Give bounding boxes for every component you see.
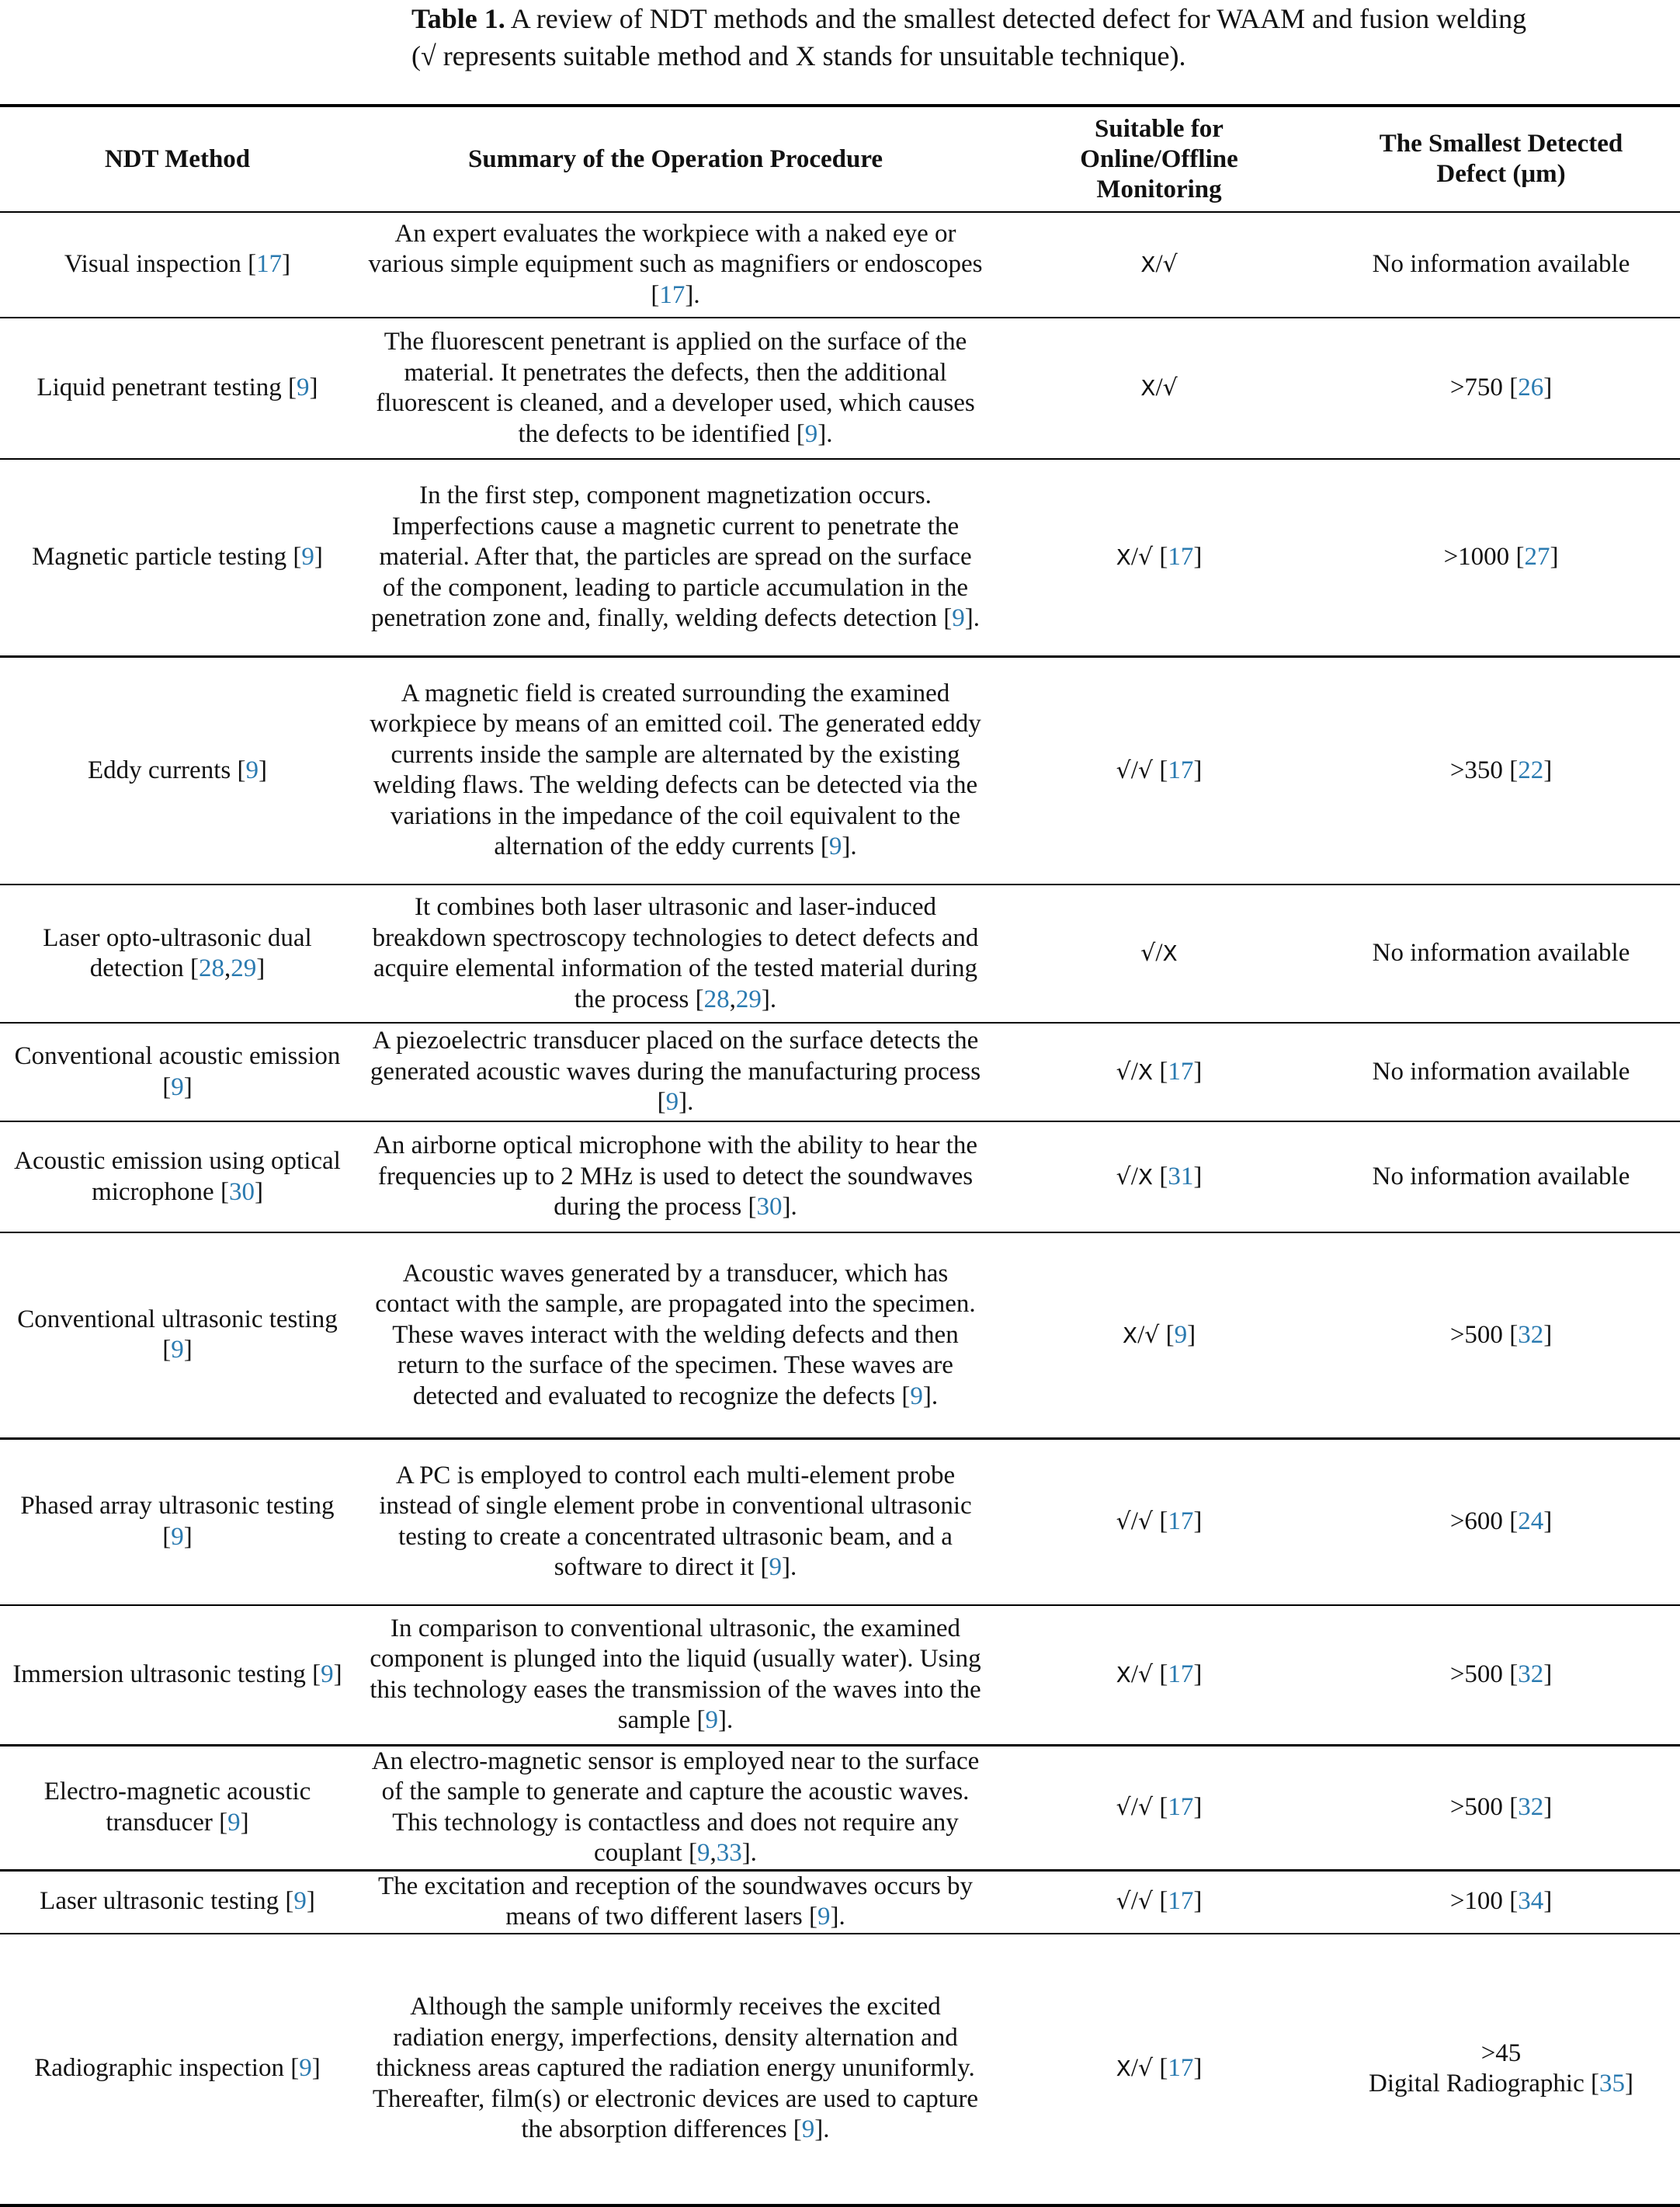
cell-smallest-defect	[1322, 212, 1680, 318]
reference-link[interactable]: 9	[171, 1336, 184, 1364]
cell-monitoring	[996, 212, 1322, 318]
cell-method: Immersion ultrasonic testing [9]	[12, 1660, 342, 1688]
caption-label: Table 1.	[411, 3, 505, 34]
method-name: Liquid penetrant testing	[36, 374, 282, 402]
defect-size: >500	[1449, 1320, 1503, 1349]
reference-link[interactable]: 9	[245, 756, 259, 784]
reference-link[interactable]: 9	[910, 1382, 923, 1410]
reference-link[interactable]: 34	[1518, 1887, 1544, 1916]
slash-separator: /	[1130, 1660, 1138, 1688]
summary-text: In the first step, component magnetization occurs. Imperfections cause a magnetic current to penetrate the material. After that, the particles are spread on the surface of the component, leading to particle accumulation in the penetration zone and, finally, welding defects detection	[370, 481, 972, 632]
method-name: Immersion ultrasonic testing	[12, 1660, 306, 1688]
table-row	[0, 212, 1680, 318]
summary-text: A PC is employed to control each multi-element probe instead of single element probe in conventional ultrasonic testing to create a concentrated ultrasonic beam, and a software to direct it	[379, 1461, 972, 1582]
reference-link[interactable]: 9	[293, 1887, 307, 1916]
summary-text: Acoustic waves generated by a transducer, which has contact with the sample, are propagated into the specimen. These waves interact with the welding defects and then return to the surface of the specimen. These waves are detected and evaluated to recognize the defects	[375, 1259, 976, 1410]
reference-link[interactable]: 9	[801, 2115, 815, 2144]
cell-smallest-defect	[1322, 885, 1680, 1023]
reference-link[interactable]: 17	[659, 280, 686, 309]
check-icon: √	[1144, 1321, 1160, 1349]
cell-monitoring	[996, 885, 1322, 1023]
table-row	[0, 1934, 1680, 2205]
reference-link[interactable]: 9	[171, 1072, 184, 1101]
table-row	[0, 1232, 1680, 1438]
cell-monitoring: √/√ [17]	[1116, 1792, 1203, 1821]
table-row	[0, 1870, 1680, 1934]
header-ndt-method: NDT Method	[104, 144, 251, 173]
slash-separator: /	[1137, 1320, 1145, 1349]
cell-monitoring: √/X [31]	[1116, 1162, 1203, 1190]
caption-line-2: (√ represents suitable method and X stands for unsuitable technique).	[411, 40, 1186, 71]
method-name: Visual inspection	[64, 250, 241, 279]
method-name: Laser opto-ultrasonic dual detection	[43, 923, 312, 982]
slash-separator: /	[1130, 756, 1138, 784]
check-icon: √	[1137, 544, 1154, 571]
reference-link[interactable]: 17	[1168, 1887, 1194, 1916]
cross-icon: X	[1116, 2056, 1131, 2082]
cell-method: Electro-magnetic acoustic transducer [9]	[43, 1778, 311, 1837]
method-name: Magnetic particle testing	[32, 543, 287, 571]
method-name: Phased array ultrasonic testing	[20, 1492, 335, 1521]
reference-link[interactable]: 9	[665, 1088, 679, 1117]
table-header	[0, 106, 1680, 212]
check-icon: √	[1140, 940, 1156, 968]
reference-link[interactable]: 32	[1518, 1320, 1544, 1349]
check-icon: √	[1162, 251, 1178, 279]
reference-link[interactable]: 17	[1168, 1057, 1194, 1086]
table-body	[0, 212, 1680, 2205]
check-icon: √	[1116, 756, 1131, 784]
table-row	[0, 1438, 1680, 1605]
reference-link[interactable]: 17	[1168, 2054, 1194, 2083]
cell-smallest-defect: >600 [24]	[1449, 1507, 1553, 1535]
check-icon: √	[1116, 1793, 1131, 1821]
reference-link[interactable]: 9	[321, 1660, 334, 1688]
cell-summary: An airborne optical microphone with the ability to hear the frequencies up to 2 MHz is used to detect the soundwaves during the process [30].	[373, 1131, 977, 1222]
header-summary: Summary of the Operation Procedure	[467, 144, 883, 173]
slash-separator: /	[1130, 1507, 1138, 1535]
defect-size: >750	[1449, 374, 1503, 402]
slash-separator: /	[1130, 1887, 1138, 1916]
reference-link[interactable]: 9	[1174, 1320, 1188, 1349]
cell-smallest-defect: >500 [32]	[1449, 1792, 1553, 1821]
cross-icon: X	[1137, 1058, 1154, 1085]
slash-separator: /	[1130, 1057, 1138, 1086]
cell-method: Visual inspection [17]	[64, 250, 291, 279]
cell-method: Laser opto-ultrasonic dual detection [28,29]	[43, 923, 312, 982]
reference-link[interactable]: 17	[1168, 1792, 1194, 1821]
caption-text: A review of NDT methods and the smallest detected defect for WAAM and fusion welding	[510, 3, 1527, 34]
cell-summary: The excitation and reception of the soundwaves occurs by means of two different lasers [9].	[377, 1872, 974, 1931]
cell-monitoring: X/√ [9]	[1122, 1320, 1196, 1349]
cell-method: Radiographic inspection [9]	[34, 2054, 321, 2083]
cell-smallest-defect	[1322, 1023, 1680, 1121]
slash-separator: /	[1155, 374, 1163, 402]
slash-separator: /	[1155, 939, 1163, 968]
defect-size: >350	[1449, 756, 1503, 784]
method-name: Acoustic emission using optical microphone	[14, 1147, 341, 1206]
defect-size: No information available	[1372, 1057, 1630, 1086]
check-icon: √	[1137, 1793, 1154, 1821]
table-row	[0, 318, 1680, 459]
cell-monitoring: √/√ [17]	[1116, 1507, 1203, 1535]
cell-smallest-defect: >1000 [27]	[1443, 543, 1559, 571]
slash-separator: /	[1130, 2054, 1138, 2083]
cross-icon: X	[1140, 375, 1156, 401]
cell-smallest-defect: >350 [22]	[1449, 756, 1553, 784]
cell-summary: A piezoelectric transducer placed on the surface detects the generated acoustic waves during the manufacturing process [9].	[370, 1027, 981, 1117]
check-icon: √	[1162, 374, 1178, 402]
caption-line-1	[411, 0, 1680, 37]
method-name: Conventional ultrasonic testing	[17, 1305, 338, 1333]
summary-text: In comparison to conventional ultrasonic, the examined component is plunged into the liquid (usually water). Using this technology eases the transmission of the waves into the sample	[370, 1614, 981, 1735]
table-row	[0, 885, 1680, 1023]
cell-method: Conventional acoustic emission [9]	[14, 1042, 341, 1101]
reference-link[interactable]: 32	[1518, 1660, 1544, 1688]
cell-summary: Acoustic waves generated by a transducer, which has contact with the sample, are propagated into the specimen. These waves interact with the welding defects and then return to the surface of the specimen. These waves are detected and evaluated to recognize the defects [9].	[375, 1259, 976, 1410]
check-icon: √	[1137, 2055, 1154, 2083]
method-name: Eddy currents	[88, 756, 231, 784]
reference-link[interactable]: 9	[817, 1903, 831, 1931]
defect-size: No information available	[1372, 1162, 1630, 1190]
cell-monitoring: √/√ [17]	[1116, 1887, 1203, 1916]
cell-monitoring: X/√ [17]	[1116, 543, 1203, 571]
cell-method: Magnetic particle testing [9]	[32, 543, 323, 571]
cross-icon: X	[1137, 1163, 1154, 1190]
header-smallest-defect: The Smallest Detected Defect (μm)	[1379, 130, 1623, 188]
reference-link[interactable]: 33	[716, 1839, 742, 1867]
reference-link[interactable]: 9	[227, 1808, 241, 1837]
cell-method: Phased array ultrasonic testing [9]	[20, 1492, 335, 1551]
cell-method: Eddy currents [9]	[88, 756, 267, 784]
check-icon: √	[1116, 1508, 1131, 1535]
reference-link[interactable]: 35	[1598, 2070, 1625, 2098]
method-name: Laser ultrasonic testing	[40, 1887, 279, 1916]
cell-smallest-defect: >45 Digital Radiographic [35]	[1369, 2038, 1633, 2098]
defect-size: No information available	[1372, 939, 1630, 968]
cell-monitoring: √/X [17]	[1116, 1057, 1203, 1086]
reference-link[interactable]: 9	[299, 2054, 312, 2083]
summary-text: An expert evaluates the workpiece with a naked eye or various simple equipment such as magnifiers or endoscopes	[368, 219, 983, 279]
slash-separator: /	[1155, 250, 1163, 279]
reference-link[interactable]: 30	[228, 1177, 255, 1206]
cell-smallest-defect	[1322, 1121, 1680, 1232]
cell-summary: In comparison to conventional ultrasonic, the examined component is plunged into the liquid (usually water). Using this technology eases the transmission of the waves into the sample [9].	[370, 1614, 981, 1735]
check-icon: √	[1137, 1888, 1154, 1916]
reference-link[interactable]: 9	[171, 1522, 184, 1551]
check-icon: √	[1137, 1508, 1154, 1535]
cell-monitoring	[996, 318, 1322, 459]
cell-method: Liquid penetrant testing [9]	[36, 374, 318, 402]
reference-link[interactable]: 28	[198, 954, 224, 982]
defect-size: >500	[1449, 1660, 1503, 1688]
summary-text: A piezoelectric transducer placed on the surface detects the generated acoustic waves during the manufacturing process	[370, 1027, 981, 1086]
reference-link[interactable]: 27	[1524, 543, 1550, 571]
cell-method: Acoustic emission using optical microphone [30]	[14, 1147, 341, 1206]
reference-link[interactable]: 30	[756, 1193, 783, 1222]
summary-text: A magnetic field is created surrounding the examined workpiece by means of an emitted coil. The generated eddy currents inside the sample are alternated by the existing welding flaws. The welding defects can be detected via the variations in the impedance of the coil equivalent to the alternation of the eddy currents	[370, 679, 981, 861]
table-row	[0, 1023, 1680, 1121]
check-icon: √	[1116, 1163, 1131, 1190]
summary-text: An airborne optical microphone with the ability to hear the frequencies up to 2 MHz is used to detect the soundwaves during the process	[373, 1131, 977, 1222]
reference-link[interactable]: 28	[703, 985, 730, 1013]
reference-link[interactable]: 17	[1168, 543, 1194, 571]
table-row	[0, 1605, 1680, 1745]
header-monitoring: Suitable for Online/Offline Monitoring	[1080, 114, 1238, 203]
reference-link[interactable]: 9	[804, 419, 818, 448]
reference-link[interactable]: 9	[297, 374, 310, 402]
cell-smallest-defect: >750 [26]	[1449, 374, 1553, 402]
check-icon: √	[1116, 1888, 1131, 1916]
reference-link[interactable]: 9	[828, 832, 842, 861]
defect-note: Digital Radiographic	[1369, 2070, 1585, 2098]
reference-link[interactable]: 9	[696, 1839, 710, 1867]
cell-smallest-defect: >500 [32]	[1449, 1660, 1553, 1688]
cell-monitoring: X/√ [17]	[1116, 1660, 1203, 1688]
check-icon: √	[1116, 1058, 1131, 1086]
reference-link[interactable]: 9	[769, 1553, 782, 1582]
check-icon: √	[1137, 756, 1154, 784]
cell-smallest-defect: >100 [34]	[1449, 1887, 1553, 1916]
cross-icon: X	[1162, 940, 1178, 967]
summary-text: The fluorescent penetrant is applied on the surface of the material. It penetrates the defects, then the additional fluorescent is cleaned, and a developer used, which causes the defects to be identified	[376, 328, 975, 448]
table-caption	[411, 0, 1680, 75]
cross-icon: X	[1140, 252, 1156, 278]
reference-link[interactable]: 9	[705, 1706, 718, 1735]
cell-summary: In the first step, component magnetization occurs. Imperfections cause a magnetic current to penetrate the material. After that, the particles are spread on the surface of the component, leading to particle accumulation in the penetration zone and, finally, welding defects detection [9].	[370, 481, 981, 632]
defect-size: >100	[1449, 1887, 1503, 1916]
table-row	[0, 1745, 1680, 1870]
ndt-methods-table	[0, 104, 1680, 2207]
reference-link[interactable]: 17	[1168, 756, 1194, 784]
reference-link[interactable]: 9	[301, 543, 314, 571]
defect-size: >45	[1480, 2038, 1522, 2067]
cross-icon: X	[1116, 1662, 1131, 1687]
table-row	[0, 1121, 1680, 1232]
cell-summary: The fluorescent penetrant is applied on the surface of the material. It penetrates the defects, then the additional fluorescent is cleaned, and a developer used, which causes the defects to be identified [9].	[376, 328, 975, 448]
reference-link[interactable]: 17	[1168, 1507, 1194, 1535]
defect-size: No information available	[1372, 250, 1630, 279]
reference-link[interactable]: 32	[1518, 1792, 1544, 1821]
defect-size: >500	[1449, 1792, 1503, 1821]
reference-link[interactable]: 24	[1518, 1507, 1544, 1535]
cell-monitoring: X/√ [17]	[1116, 2054, 1203, 2083]
cell-summary: An expert evaluates the workpiece with a naked eye or various simple equipment such as magnifiers or endoscopes [17].	[368, 219, 983, 309]
reference-link[interactable]: 29	[231, 954, 257, 982]
table-row	[0, 459, 1680, 656]
slash-separator: /	[1130, 1162, 1138, 1190]
summary-text: An electro-magnetic sensor is employed near to the surface of the sample to generate and capture the acoustic waves. This technology is contactless and does not require any couplant	[371, 1746, 980, 1867]
check-icon: √	[1137, 1661, 1154, 1688]
cross-icon: X	[1122, 1322, 1138, 1348]
cell-smallest-defect: >500 [32]	[1449, 1320, 1553, 1349]
summary-text: The excitation and reception of the soundwaves occurs by means of two different lasers	[377, 1872, 974, 1931]
cell-method: Conventional ultrasonic testing [9]	[17, 1305, 338, 1364]
reference-link[interactable]: 26	[1518, 374, 1544, 402]
cross-icon: X	[1116, 544, 1131, 570]
reference-link[interactable]: 29	[735, 985, 762, 1013]
cell-summary: It combines both laser ultrasonic and laser-induced breakdown spectroscopy technologies to detect defects and acquire elemental information of the tested material during the process [28,29].	[372, 893, 979, 1013]
defect-size: >1000	[1443, 543, 1510, 571]
method-name: Electro-magnetic acoustic transducer	[43, 1778, 311, 1837]
reference-link[interactable]: 9	[952, 604, 965, 632]
method-name: Conventional acoustic emission	[14, 1042, 341, 1070]
cell-summary: Although the sample uniformly receives the excited radiation energy, imperfections, density alternation and thickness areas captured the radiation energy ununiformly. Thereafter, film(s) or electronic devices are used to capture the absorption differences [9].	[372, 1993, 979, 2144]
cell-summary: An electro-magnetic sensor is employed near to the surface of the sample to generate and capture the acoustic waves. This technology is contactless and does not require any couplant [9,33].	[371, 1746, 980, 1867]
cell-summary: A PC is employed to control each multi-element probe instead of single element probe in conventional ultrasonic testing to create a concentrated ultrasonic beam, and a software to direct it [9].	[379, 1461, 972, 1582]
reference-link[interactable]: 17	[1168, 1660, 1194, 1688]
table-row	[0, 656, 1680, 885]
cell-summary: A magnetic field is created surrounding the examined workpiece by means of an emitted coil. The generated eddy currents inside the sample are alternated by the existing welding flaws. The welding defects can be detected via the variations in the impedance of the coil equivalent to the alternation of the eddy currents [9].	[370, 679, 981, 861]
cell-method: Laser ultrasonic testing [9]	[40, 1887, 315, 1916]
summary-text: It combines both laser ultrasonic and laser-induced breakdown spectroscopy technologies to detect defects and acquire elemental information of the tested material during the process	[372, 893, 979, 1013]
slash-separator: /	[1130, 1792, 1138, 1821]
reference-link[interactable]: 17	[256, 250, 283, 279]
slash-separator: /	[1130, 543, 1138, 571]
reference-link[interactable]: 22	[1518, 756, 1544, 784]
summary-text: Although the sample uniformly receives the excited radiation energy, imperfections, density alternation and thickness areas captured the radiation energy ununiformly. Thereafter, film(s) or electronic devices are used to capture the absorption differences	[372, 1993, 979, 2144]
method-name: Radiographic inspection	[34, 2054, 284, 2083]
reference-link[interactable]: 31	[1168, 1162, 1194, 1190]
cell-monitoring: √/√ [17]	[1116, 756, 1203, 784]
defect-size: >600	[1449, 1507, 1503, 1535]
header-row	[0, 106, 1680, 212]
